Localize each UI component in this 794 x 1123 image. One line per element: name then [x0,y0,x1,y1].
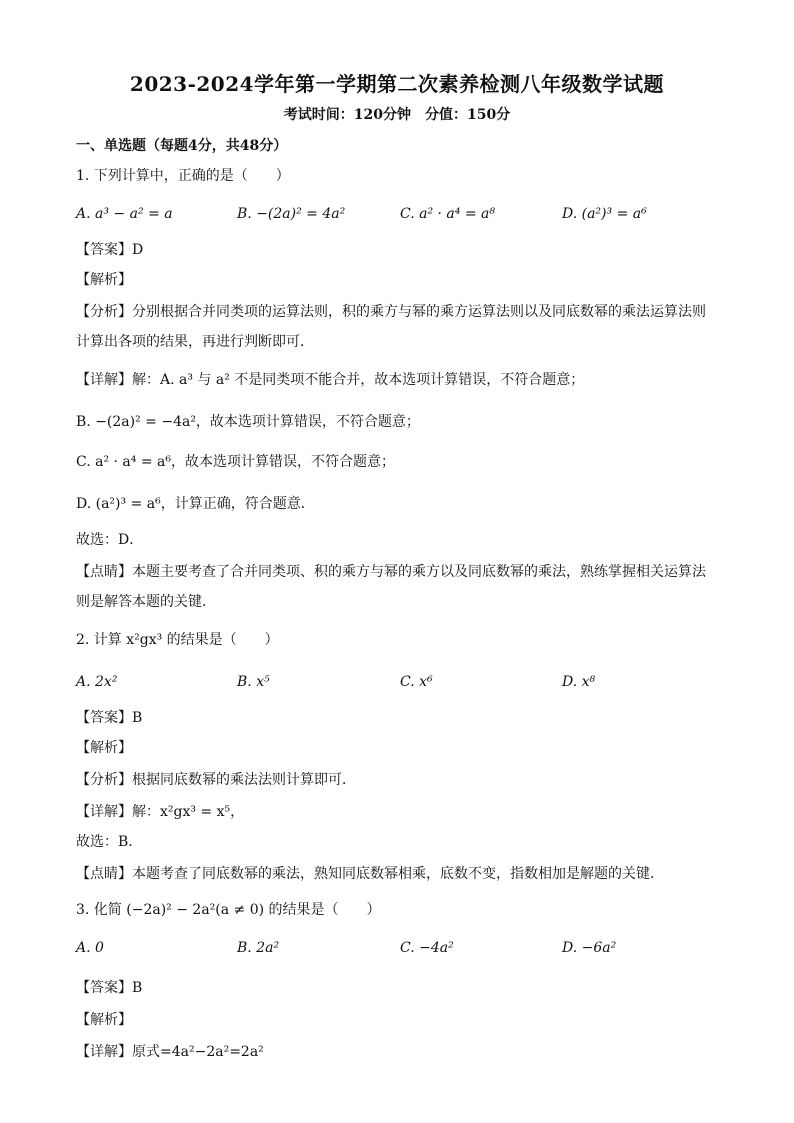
question-1-comment-line-1: 【点睛】本题主要考查了合并同类项、积的乘方与幂的乘方以及同底数幂的乘法，熟练掌握相关运算法 [76,564,706,580]
question-1-stem: 1. 下列计算中，正确的是（ ） [76,168,290,184]
question-3-answer: 【答案】B [76,980,143,996]
page-title: 2023-2024学年第一学期第二次素养检测八年级数学试题 [129,72,665,96]
question-2-option-c: C. x⁶ [400,674,433,690]
question-1-analysis-line-1: 【分析】分别根据合并同类项的运算法则，积的乘方与幂的乘方运算法则以及同底数幂的乘法运算法则 [76,304,706,320]
question-2-detail: 【详解】解：x²gx³ = x⁵， [76,804,245,820]
question-2-choice: 故选：B． [76,834,143,850]
question-2-stem: 2. 计算 x²gx³ 的结果是（ ） [76,632,279,648]
question-1-option-b: B. −(2a)² = 4a² [237,206,346,222]
question-3-option-a: A. 0 [76,940,104,956]
question-1-detail-a: 【详解】解：A. a³ 与 a² 不是同类项不能合并，故本选项计算错误，不符合题意； [76,372,585,388]
question-1-analysis-label: 【解析】 [76,272,132,288]
question-2-option-b: B. x⁵ [237,674,270,690]
question-1-choice: 故选：D． [76,532,144,548]
question-3-analysis-label: 【解析】 [76,1012,132,1028]
question-1-analysis-line-2: 计算出各项的结果，再进行判断即可． [76,334,314,350]
question-3-option-d: D. −6a² [562,940,617,956]
question-2-analysis-label: 【解析】 [76,740,132,756]
question-3-detail: 【详解】原式=4a²−2a²=2a² [76,1044,264,1060]
question-1-option-a: A. a³ − a² = a [76,206,173,222]
question-1-detail-c: C. a² · a⁴ = a⁶，故本选项计算错误，不符合题意； [76,454,395,470]
question-2-option-a: A. 2x² [76,674,118,690]
question-1-option-d: D. (a²)³ = a⁶ [562,206,647,222]
question-1-comment-line-2: 则是解答本题的关键． [76,594,216,610]
question-2-comment: 【点睛】本题考查了同底数幂的乘法，熟知同底数幂相乘，底数不变，指数相加是解题的关键． [76,866,664,882]
section-heading: 一、单选题（每题4分，共48分） [76,138,288,154]
question-1-answer: 【答案】D [76,242,144,258]
question-3-stem: 3. 化简 (−2a)² − 2a²(a ≠ 0) 的结果是（ ） [76,902,381,918]
exam-info: 考试时间：120分钟 分值：150分 [283,107,511,123]
question-2-analysis: 【分析】根据同底数幂的乘法法则计算即可． [76,772,356,788]
question-1-detail-b: B. −(2a)² = −4a²，故本选项计算错误，不符合题意； [76,414,420,430]
question-1-detail-d: D. (a²)³ = a⁶，计算正确，符合题意． [76,496,315,512]
question-3-option-c: C. −4a² [400,940,454,956]
question-2-option-d: D. x⁸ [562,674,596,690]
question-3-option-b: B. 2a² [237,940,280,956]
question-1-option-c: C. a² · a⁴ = a⁸ [400,206,495,222]
question-2-answer: 【答案】B [76,710,143,726]
